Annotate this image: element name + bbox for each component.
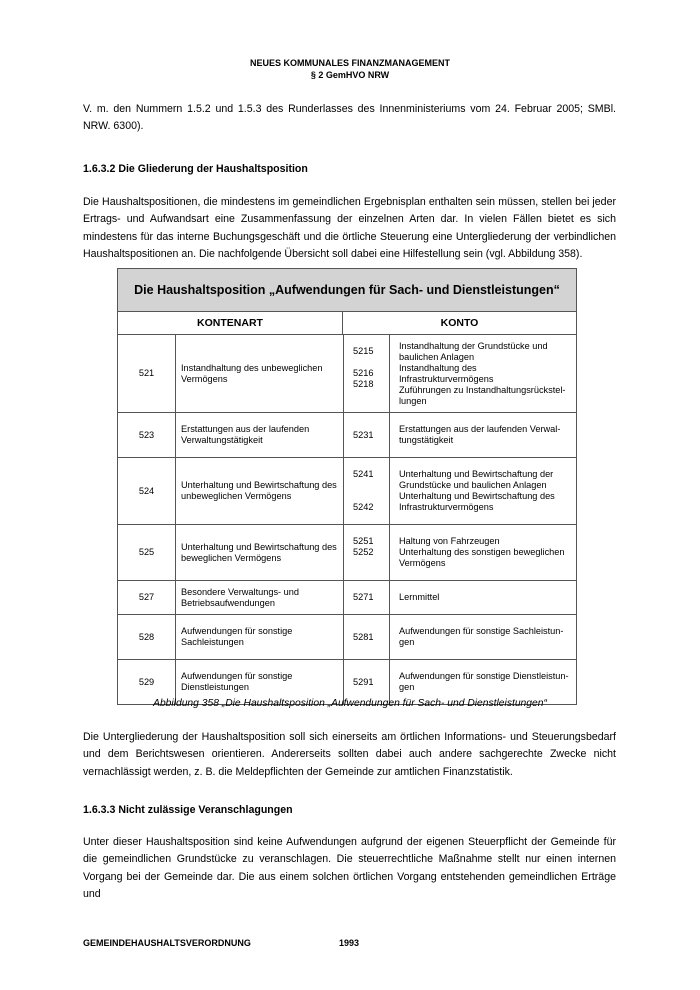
table-header-row [118, 312, 576, 335]
konto-code: 5215 [353, 346, 374, 356]
kontenart-label: Erstattungen aus der laufenden Verwaltungstätigkeit [176, 413, 344, 457]
konto-codes [344, 581, 390, 614]
konto-description-line: gen [399, 682, 415, 692]
konto-code [353, 390, 389, 401]
konto-description-line: tungstätigkeit [399, 435, 454, 445]
konto-code [353, 558, 389, 569]
konto-description-line: Lernmittel [399, 592, 440, 602]
kontenart-code: 529 [118, 660, 176, 704]
konto-descriptions [390, 581, 576, 614]
figure-caption: Abbildung 358 „Die Haushaltsposition „Aufwendungen für Sach- und Dienstleistungen“ [153, 698, 547, 709]
konto-description-line: Unterhaltung und Bewirtschaftung der [399, 469, 554, 479]
konto-code: 5281 [353, 631, 374, 642]
konto-codes [344, 335, 390, 412]
konto-code: 5241 [353, 469, 374, 479]
konto-description-line: gen [399, 637, 415, 647]
konto-description-line: Vermögens [399, 558, 446, 568]
konto-description-line: lungen [399, 395, 427, 406]
konto-description-line: Grundstücke und baulichen Anlagen [399, 480, 547, 490]
table-row [118, 458, 576, 525]
section-paragraph-1-6-3-2: Die Haushaltspositionen, die mindestens im gemeindlichen Ergebnisplan enthalten sein müssen, stellen bei jeder Ertrags- und Aufwandsart eine Zusammenfassung der einzelnen Arten dar. In vielen Fällen bietet es sich mindestens für das interne Buchungsgeschäft und die örtliche Steuerung eine Untergliederung der verbindlichen Haushaltspositionen an. Die nachfolgende Übersicht soll dabei eine Hilfestellung sein (vgl. Abbildung 358). [83, 196, 616, 261]
konto-description-line: Instandhaltung des Infrastrukturvermögens [399, 362, 494, 384]
kontenart-code: 523 [118, 413, 176, 457]
kontenart-label: Unterhaltung und Bewirtschaftung des beweglichen Vermögens [176, 525, 344, 580]
konto-description-line: Zuführungen zu Instandhaltungsrückstel- [399, 384, 566, 395]
kontenart-label: Aufwendungen für sonstige Sachleistungen [176, 615, 344, 659]
kontenart-label: Aufwendungen für sonstige Dienstleistungen [176, 660, 344, 704]
table-row [118, 615, 576, 660]
konto-description-line: Infrastrukturvermögens [399, 502, 494, 512]
kontenart-code: 521 [118, 335, 176, 412]
konto-code: 5252 [353, 547, 374, 557]
konto-description-line: Haltung von Fahrzeugen [399, 536, 500, 546]
table-body [118, 335, 576, 704]
konto-descriptions [390, 615, 576, 659]
konto-description-line: Unterhaltung und Bewirtschaftung des [399, 491, 555, 501]
konto-description-line: Aufwendungen für sonstige Dienstleistun- [399, 671, 569, 681]
column-header-kontenart: KONTENART [118, 312, 343, 334]
konto-codes [344, 525, 390, 580]
kontenart-label: Instandhaltung des unbeweglichen Vermögens [176, 335, 344, 412]
footer-title: GEMEINDEHAUSHALTSVERORDNUNG [83, 938, 251, 948]
konto-descriptions [390, 458, 576, 524]
konto-code: 5251 [353, 536, 374, 546]
page-number: 1993 [339, 938, 360, 948]
konto-code: 5218 [353, 379, 374, 389]
konto-description-line: Erstattungen aus der laufenden Verwal- [399, 424, 561, 434]
kontenart-code: 527 [118, 581, 176, 614]
column-header-konto: KONTO [440, 317, 479, 329]
konto-code: 5231 [353, 429, 374, 440]
account-table [117, 268, 577, 705]
kontenart-label: Besondere Verwaltungs- und Betriebsaufwendungen [176, 581, 344, 614]
konto-code: 5271 [353, 592, 374, 602]
running-header-title: NEUES KOMMUNALES FINANZMANAGEMENT [250, 58, 450, 68]
konto-codes [344, 615, 390, 659]
konto-code [353, 357, 389, 368]
table-row [118, 525, 576, 581]
konto-code: 5242 [353, 502, 374, 512]
kontenart-code: 525 [118, 525, 176, 580]
table-row [118, 581, 576, 615]
konto-descriptions [390, 525, 576, 580]
konto-description-line: Unterhaltung des sonstigen beweglichen [399, 547, 565, 557]
konto-code: 5216 [353, 368, 374, 378]
section-heading-1-6-3-2: 1.6.3.2 Die Gliederung der Haushaltsposition [83, 163, 308, 175]
konto-description-line: baulichen Anlagen [399, 351, 475, 362]
kontenart-code: 528 [118, 615, 176, 659]
konto-code [353, 491, 389, 502]
intro-paragraph: V. m. den Nummern 1.5.2 und 1.5.3 des Runderlasses des Innenministeriums vom 24. Februar 2005; SMBl. NRW. 6300). [83, 103, 616, 133]
konto-codes [344, 413, 390, 457]
konto-code [353, 480, 389, 491]
konto-descriptions [390, 335, 576, 412]
section-paragraph-1-6-3-3: Unter dieser Haushaltsposition sind keine Aufwendungen aufgrund der eigenen Steuerpflicht der Gemeinde für die gemeindlichen Grundstücke zu veranschlagen. Die steuerrechtliche Maßnahme stellt nur einen internen Vorgang bei der Gemeinde dar. Die aus einem solchen örtlichen Vorgang entstehenden gemeindlichen Erträge und [83, 836, 616, 901]
konto-descriptions [390, 413, 576, 457]
table-row [118, 335, 576, 413]
paragraph-after-table: Die Untergliederung der Haushaltsposition soll sich einerseits am örtlichen Informations- und Steuerungsbedarf und dem Berichtswesen orientieren. Andererseits sollten dabei auch andere sachgerechte Zwecke nicht vernachlässigt werden, z. B. die Meldepflichten der Gemeinde zur amtlichen Finanzstatistik. [83, 731, 616, 778]
running-header-section: § 2 GemHVO NRW [310, 70, 390, 80]
kontenart-label: Unterhaltung und Bewirtschaftung des unbeweglichen Vermögens [176, 458, 344, 524]
konto-description-line: Aufwendungen für sonstige Sachleistun- [399, 626, 564, 636]
kontenart-code: 524 [118, 458, 176, 524]
table-row [118, 413, 576, 458]
table-title: Die Haushaltsposition „Aufwendungen für Sach- und Dienstleistungen“ [118, 269, 576, 312]
konto-description-line: Instandhaltung der Grundstücke und [399, 340, 548, 351]
section-heading-1-6-3-3: 1.6.3.3 Nicht zulässige Veranschlagungen [83, 804, 293, 816]
konto-code: 5291 [353, 676, 374, 687]
konto-codes [344, 458, 390, 524]
